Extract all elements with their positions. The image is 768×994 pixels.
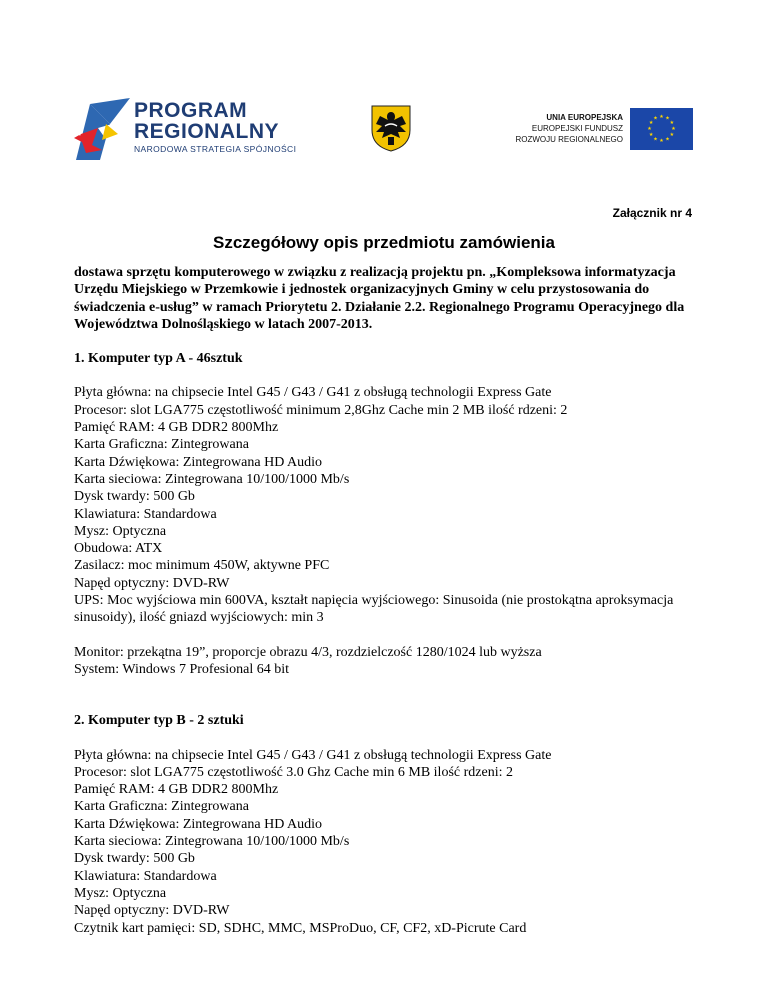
program-logo-line3: NARODOWA STRATEGIA SPÓJNOŚCI: [134, 144, 297, 154]
spec-line: Dysk twardy: 500 Gb: [74, 489, 195, 505]
spec-line: Mysz: Optyczna: [74, 885, 167, 901]
spec-line: Pamięć RAM: 4 GB DDR2 800Mhz: [74, 782, 279, 798]
spec-line: Procesor: slot LGA775 częstotliwość 3.0 Ghz Cache min 6 MB ilość rdzeni: 2: [74, 764, 513, 780]
svg-text:★: ★: [665, 136, 670, 143]
program-regionalny-logo: [72, 98, 312, 168]
spec-line: Zasilacz: moc minimum 450W, aktywne PFC: [74, 558, 330, 574]
svg-text:★: ★: [669, 120, 675, 126]
eu-logo-line2: EUROPEJSKI FUNDUSZ: [531, 124, 623, 133]
program-regionalny-mark-icon: [72, 98, 130, 160]
spec-line: Karta sieciowa: Zintegrowana 10/100/1000 Mb/s: [74, 471, 350, 487]
program-logo-line2: REGIONALNY: [134, 120, 280, 143]
svg-text:★: ★: [659, 138, 664, 144]
spec-line: Karta sieciowa: Zintegrowana 10/100/1000 Mb/s: [74, 834, 350, 850]
spec-line: Obudowa: ATX: [74, 541, 163, 557]
eu-flag-icon: [630, 108, 693, 150]
svg-text:★: ★: [648, 120, 654, 126]
svg-text:★: ★: [659, 114, 664, 120]
spec-line: Napęd optyczny: DVD-RW: [74, 903, 230, 919]
logo-header: [0, 0, 768, 200]
spec-line: Karta Dźwiękowa: Zintegrowana HD Audio: [74, 816, 323, 832]
spec-line: Mysz: Optyczna: [74, 523, 167, 539]
spec-line: Czytnik kart pamięci: SD, SDHC, MMC, MSProDuo, CF, CF2, xD-Picrute Card: [74, 920, 527, 936]
eu-logo-line3: ROZWOJU REGIONALNEGO: [515, 135, 623, 144]
spec-line-ups: UPS: Moc wyjściowa min 600VA, kształt napięcia wyjściowego: Sinusoida (nie prostokątna aproksymacja sinusoidy), ilość gniazd wyjściowych: min 3: [74, 593, 674, 626]
svg-text:★: ★: [665, 115, 670, 122]
spec-line: Karta Graficzna: Zintegrowana: [74, 799, 249, 815]
section-a-spec-list: [74, 384, 704, 626]
intro-paragraph: dostawa sprzętu komputerowego w związku z realizacją projektu pn. „Kompleksowa informatyzacja Urzędu Miejskiego w Przemkowie i jednostek organizacyjnych Gminy w celu przystosowania do świadczenia e-usług” w ramach Priorytetu 2. Działanie 2.2. Regionalnego Programu Operacyjnego dla Województwa Dolnośląskiego w latach 2007-2013.: [74, 265, 685, 332]
spec-line: Karta Dźwiękowa: Zintegrowana HD Audio: [74, 454, 323, 470]
spec-line: Płyta główna: na chipsecie Intel G45 / G43 / G41 z obsługą technologii Express Gate: [74, 385, 552, 401]
spec-line: Procesor: slot LGA775 częstotliwość minimum 2,8Ghz Cache min 2 MB ilość rdzeni: 2: [74, 402, 568, 418]
program-logo-line1: PROGRAM: [134, 99, 248, 122]
page-title: Szczegółowy opis przedmiotu zamówienia: [213, 233, 555, 252]
svg-text:★: ★: [653, 115, 658, 122]
svg-text:★: ★: [669, 132, 675, 138]
spec-line: Pamięć RAM: 4 GB DDR2 800Mhz: [74, 420, 279, 436]
eu-regional-fund-logo: [508, 108, 693, 154]
system-spec: System: Windows 7 Profesional 64 bit: [74, 661, 290, 677]
lower-silesia-eagle-coat-of-arms-icon: [370, 104, 412, 152]
svg-text:★: ★: [671, 126, 676, 132]
section-a-heading: 1. Komputer typ A - 46sztuk: [74, 351, 243, 367]
spec-line: Klawiatura: Standardowa: [74, 868, 217, 884]
spec-line: Karta Graficzna: Zintegrowana: [74, 437, 249, 453]
eu-logo-line1: UNIA EUROPEJSKA: [546, 113, 623, 122]
section-b-spec-list: [74, 747, 704, 937]
spec-line: Klawiatura: Standardowa: [74, 506, 217, 522]
spec-line: Płyta główna: na chipsecie Intel G45 / G43 / G41 z obsługą technologii Express Gate: [74, 747, 552, 763]
section-b-heading: 2. Komputer typ B - 2 sztuki: [74, 713, 244, 729]
svg-text:★: ★: [647, 126, 652, 132]
spec-line: Dysk twardy: 500 Gb: [74, 851, 195, 867]
svg-text:★: ★: [648, 132, 654, 138]
svg-text:★: ★: [653, 136, 658, 143]
document-body: [74, 264, 704, 937]
monitor-spec: Monitor: przekątna 19”, proporcje obrazu 4/3, rozdzielczość 1280/1024 lub wyższa: [74, 644, 542, 660]
annex-number: Załącznik nr 4: [612, 206, 692, 220]
spec-line: Napęd optyczny: DVD-RW: [74, 575, 230, 591]
